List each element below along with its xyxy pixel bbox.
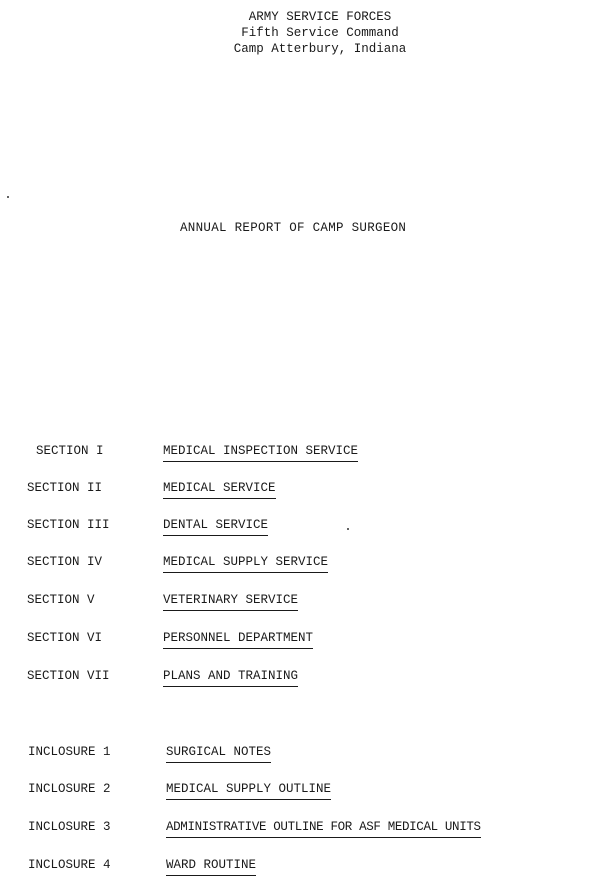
inclosure-row bbox=[0, 745, 600, 765]
inclosure-row bbox=[0, 858, 600, 878]
section-title: MEDICAL SERVICE bbox=[163, 481, 276, 499]
inclosure-row bbox=[0, 820, 600, 840]
section-title: MEDICAL SUPPLY SERVICE bbox=[163, 555, 328, 573]
section-label: SECTION VII bbox=[27, 669, 110, 683]
section-row bbox=[0, 669, 600, 689]
inclosure-title: SURGICAL NOTES bbox=[166, 745, 271, 763]
section-row bbox=[0, 481, 600, 501]
inclosure-title: ADMINISTRATIVE OUTLINE FOR ASF MEDICAL UNITS bbox=[166, 820, 481, 838]
section-label: SECTION IV bbox=[27, 555, 103, 569]
header-organization: ARMY SERVICE FORCES bbox=[248, 10, 392, 24]
section-row bbox=[0, 593, 600, 613]
section-label: SECTION VI bbox=[27, 631, 103, 645]
inclosure-label: INCLOSURE 2 bbox=[28, 782, 111, 796]
inclosure-label: INCLOSURE 4 bbox=[28, 858, 111, 872]
section-title: PERSONNEL DEPARTMENT bbox=[163, 631, 313, 649]
section-row bbox=[0, 631, 600, 651]
section-label: SECTION V bbox=[27, 593, 95, 607]
section-title: VETERINARY SERVICE bbox=[163, 593, 298, 611]
header-location: Camp Atterbury, Indiana bbox=[233, 42, 407, 56]
section-label: SECTION I bbox=[36, 444, 104, 458]
section-row bbox=[0, 555, 600, 575]
report-title: ANNUAL REPORT OF CAMP SURGEON bbox=[180, 221, 407, 235]
section-row bbox=[0, 518, 600, 538]
section-label: SECTION II bbox=[27, 481, 103, 495]
inclosure-row bbox=[0, 782, 600, 802]
section-label: SECTION III bbox=[27, 518, 110, 532]
section-title: PLANS AND TRAINING bbox=[163, 669, 298, 687]
inclosure-title: MEDICAL SUPPLY OUTLINE bbox=[166, 782, 331, 800]
paper-speck bbox=[7, 196, 9, 198]
inclosure-label: INCLOSURE 3 bbox=[28, 820, 111, 834]
header-command: Fifth Service Command bbox=[241, 26, 399, 40]
section-row bbox=[0, 444, 600, 464]
section-title: DENTAL SERVICE bbox=[163, 518, 268, 536]
section-title: MEDICAL INSPECTION SERVICE bbox=[163, 444, 358, 462]
inclosure-title: WARD ROUTINE bbox=[166, 858, 256, 876]
document-header bbox=[0, 9, 600, 57]
inclosure-label: INCLOSURE 1 bbox=[28, 745, 111, 759]
